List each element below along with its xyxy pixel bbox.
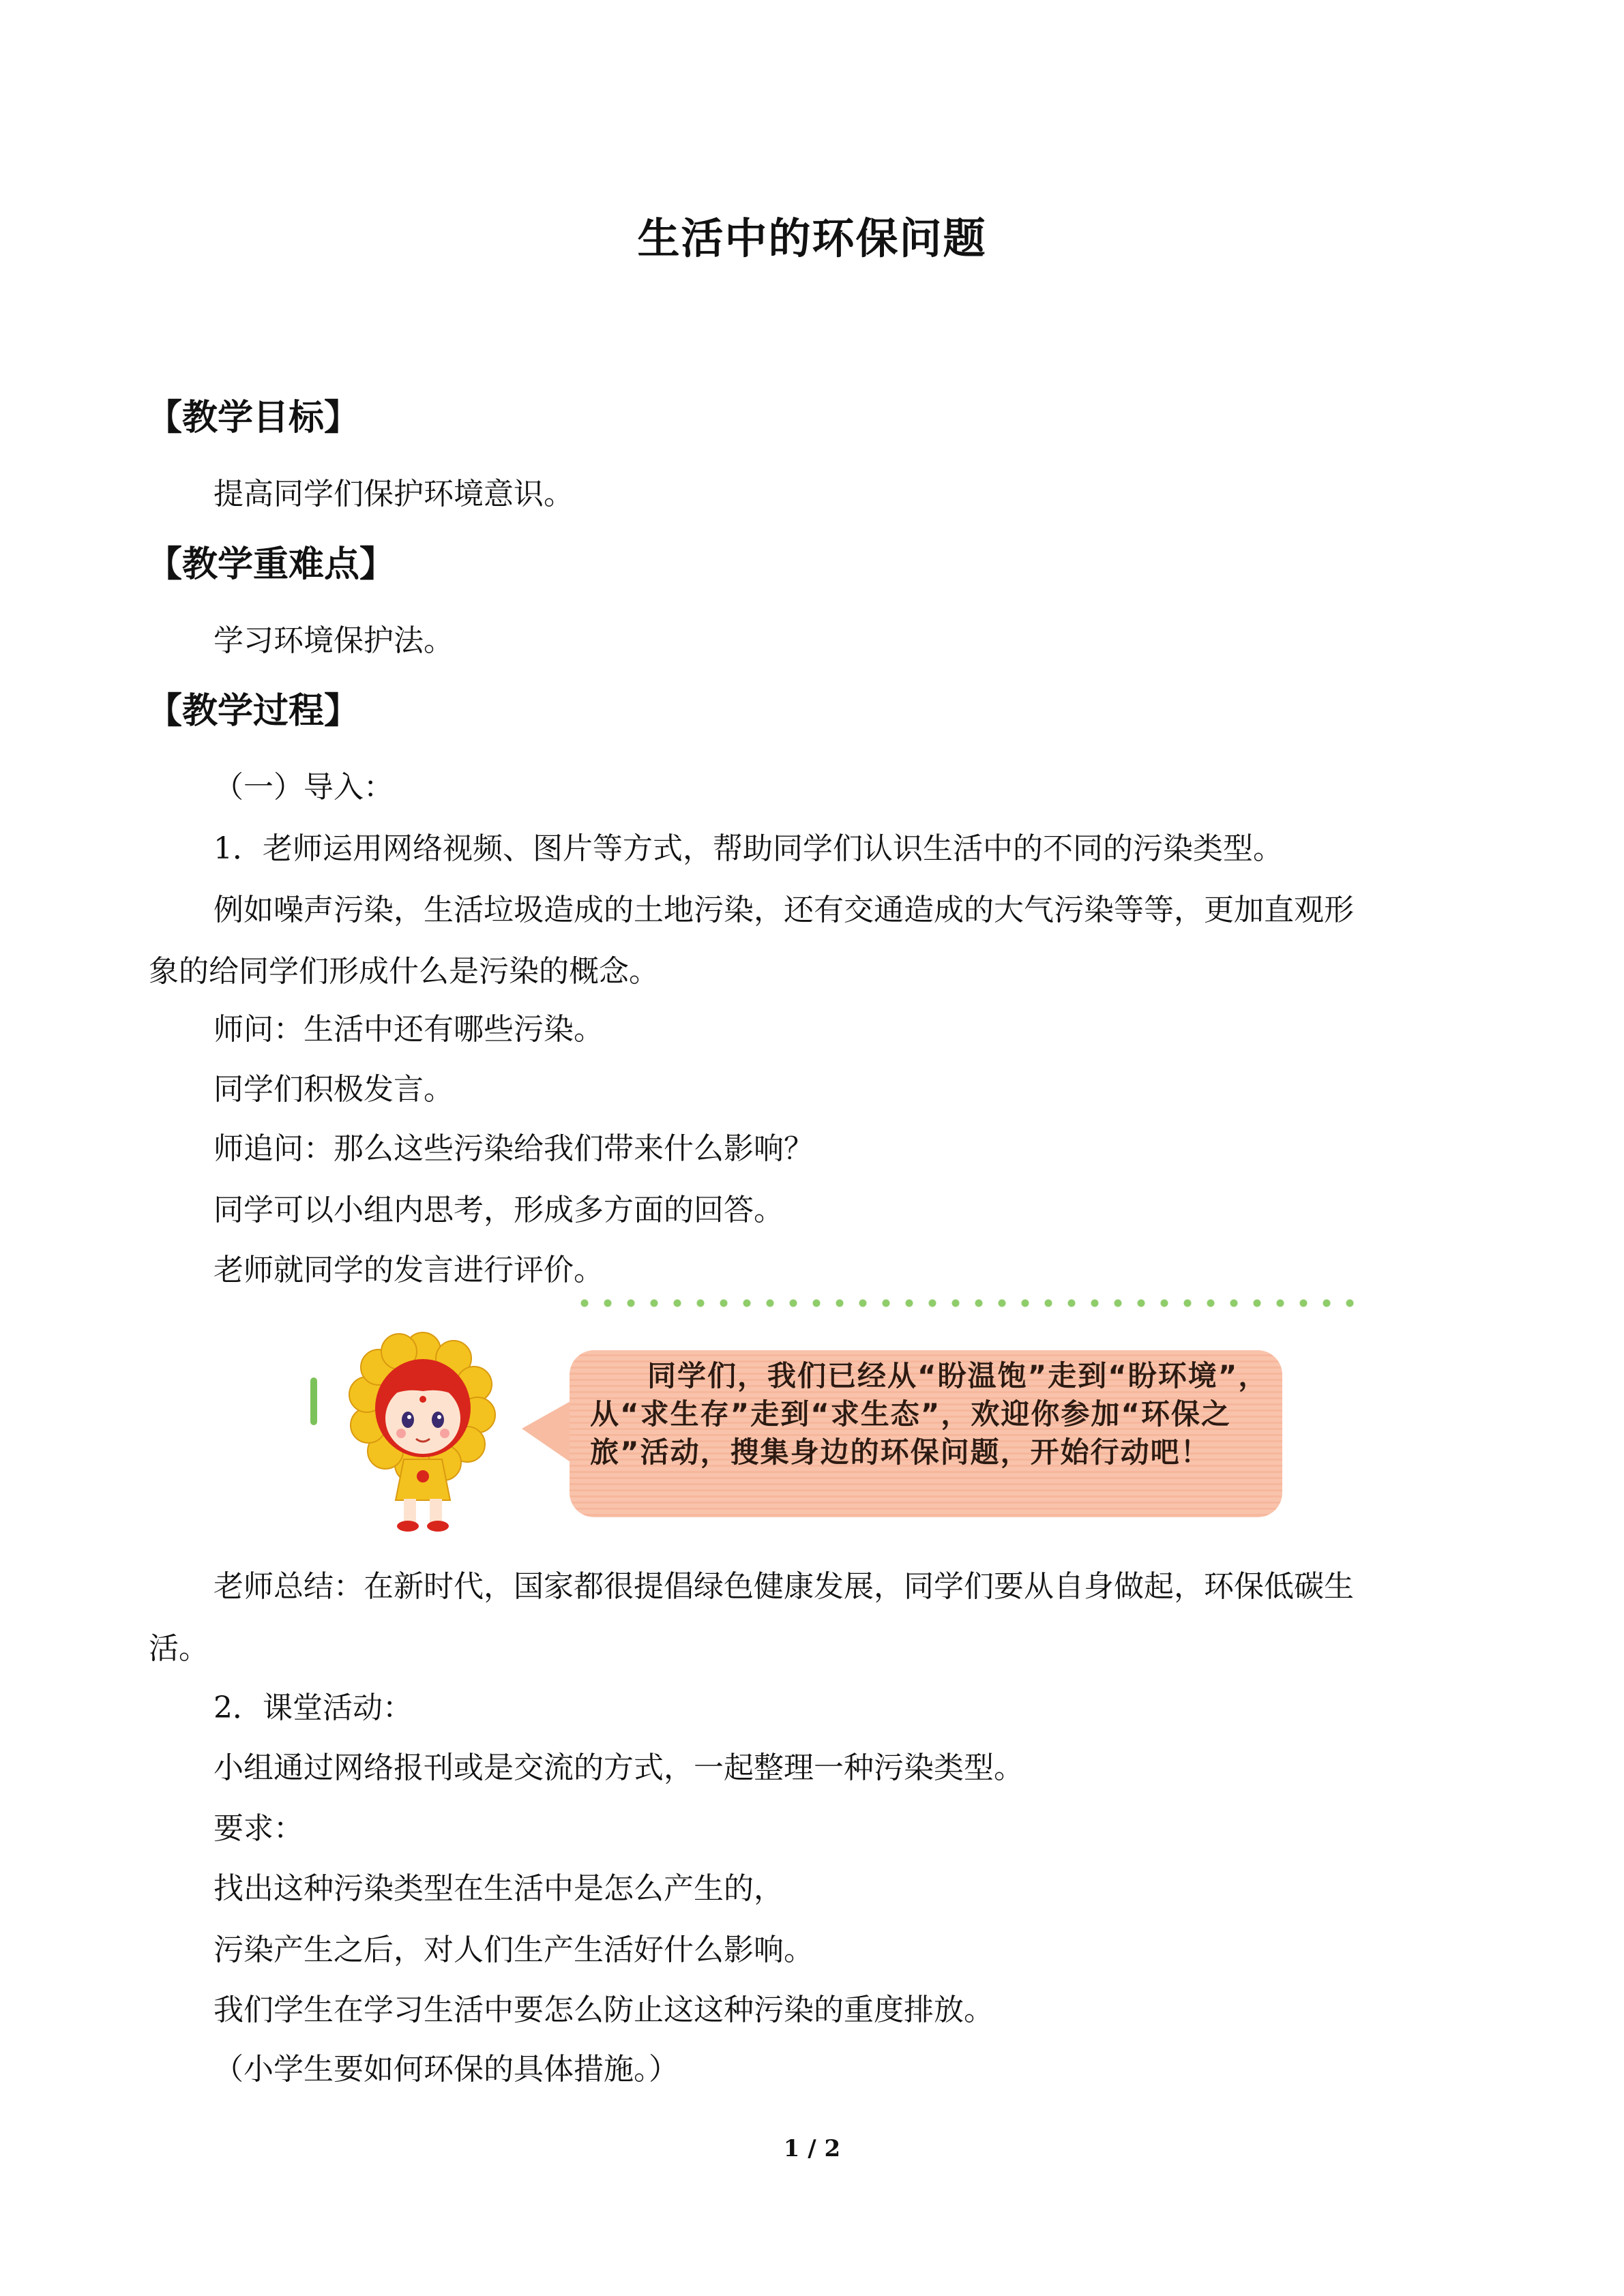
intro-label: （一）导入： bbox=[213, 770, 394, 805]
activity-5: 我们学生在学习生活中要怎么防止这这种污染的重度排放。 bbox=[213, 1993, 994, 2027]
speech-bubble-tail bbox=[522, 1398, 576, 1466]
activity-3: 找出这种污染类型在生活中是怎么产生的， bbox=[213, 1871, 784, 1906]
summary-a: 老师总结：在新时代，国家都很提倡绿色健康发展，同学们要从自身做起，环保低碳生 bbox=[213, 1569, 1354, 1604]
decorative-edge bbox=[310, 1377, 317, 1425]
decorative-dots bbox=[573, 1299, 1357, 1307]
key-text: 学习环境保护法。 bbox=[213, 623, 454, 658]
paragraph-4: 同学们积极发言。 bbox=[213, 1072, 454, 1107]
illustration bbox=[310, 1299, 1293, 1534]
activity-1: 小组通过网络报刊或是交流的方式，一起整理一种污染类型。 bbox=[213, 1750, 1024, 1785]
paragraph-2a: 例如噪声污染，生活垃圾造成的土地污染，还有交通造成的大气污染等等，更加直观形 bbox=[213, 893, 1354, 927]
goal-text: 提高同学们保护环境意识。 bbox=[213, 477, 574, 511]
heading-teaching-goal: 【教学目标】 bbox=[147, 398, 360, 438]
paragraph-6: 同学可以小组内思考，形成多方面的回答。 bbox=[213, 1193, 784, 1227]
page-title: 生活中的环保问题 bbox=[637, 213, 987, 263]
page-number: 1 / 2 bbox=[783, 2135, 841, 2162]
heading-teaching-process: 【教学过程】 bbox=[147, 691, 360, 732]
heading-key-points: 【教学重难点】 bbox=[147, 544, 396, 585]
activity-4: 污染产生之后，对人们生产生活好什么影响。 bbox=[213, 1933, 814, 1967]
paragraph-3: 师问：生活中还有哪些污染。 bbox=[213, 1012, 604, 1047]
paragraph-7: 老师就同学的发言进行评价。 bbox=[213, 1253, 604, 1287]
paragraph-2b: 象的给同学们形成什么是污染的概念。 bbox=[149, 954, 659, 989]
activity-6: （小学生要如何环保的具体措施。） bbox=[213, 2052, 679, 2087]
activity-label: 2．课堂活动： bbox=[213, 1690, 413, 1725]
sunflower-girl-icon bbox=[341, 1323, 505, 1534]
speech-bubble-text: 同学们，我们已经从“盼温饱”走到“盼环境”，从“求生存”走到“求生态”，欢迎你参加“环保之旅”活动，搜集身边的环保问题，开始行动吧！ bbox=[590, 1359, 1269, 1469]
summary-b: 活。 bbox=[149, 1631, 209, 1666]
paragraph-1: 1．老师运用网络视频、图片等方式，帮助同学们认识生活中的不同的污染类型。 bbox=[213, 831, 1283, 866]
activity-2: 要求： bbox=[213, 1811, 304, 1846]
paragraph-5: 师追问：那么这些污染给我们带来什么影响？ bbox=[213, 1131, 814, 1166]
